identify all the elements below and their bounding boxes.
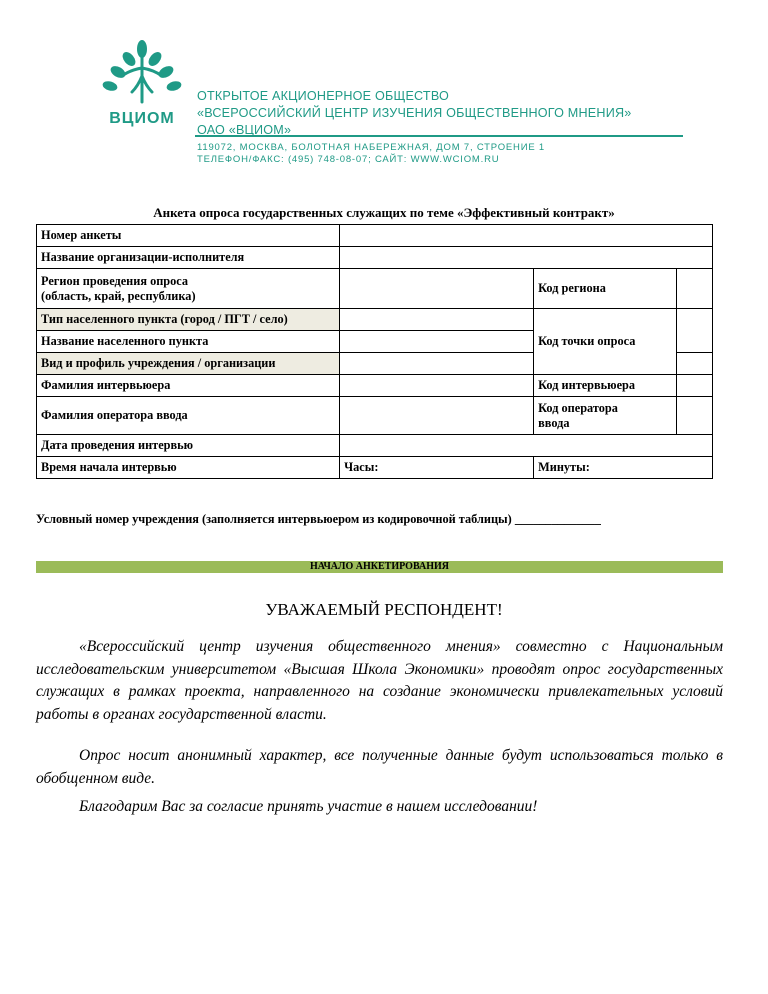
wciom-logo — [96, 40, 188, 132]
org-line: «ВСЕРОССИЙСКИЙ ЦЕНТР ИЗУЧЕНИЯ ОБЩЕСТВЕННОГО МНЕНИЯ» — [197, 106, 632, 120]
field-settlement-name[interactable] — [340, 331, 534, 353]
label-region-line: Регион проведения опроса — [41, 273, 189, 288]
label-org-name: Название организации-исполнителя — [37, 247, 340, 269]
institution-number-instruction: Условный номер учреждения (заполняется интервьюером из кодировочной таблицы) ______________ — [36, 512, 601, 526]
label-operator-code-line: ввода — [538, 415, 570, 430]
field-settlement-type[interactable] — [340, 309, 534, 331]
label-questionnaire-number: Номер анкеты — [37, 225, 340, 247]
label-operator-code — [534, 397, 676, 435]
field-interview-date[interactable] — [340, 435, 713, 457]
field-operator-code[interactable] — [676, 397, 712, 435]
address-line: 119072, МОСКВА, БОЛОТНАЯ НАБЕРЕЖНАЯ, ДОМ 7, СТРОЕНИЕ 1 — [197, 142, 545, 153]
label-interviewer-surname: Фамилия интервьюера — [37, 375, 340, 397]
label-interview-date: Дата проведения интервью — [37, 435, 340, 457]
field-interviewer-surname[interactable] — [340, 375, 534, 397]
tree-logo-icon — [102, 40, 182, 112]
field-org-name[interactable] — [340, 247, 713, 269]
section-start-bar: НАЧАЛО АНКЕТИРОВАНИЯ — [36, 561, 723, 573]
label-institution-type: Вид и профиль учреждения / организации — [37, 353, 340, 375]
label-interview-start: Время начала интервью — [37, 457, 340, 479]
label-settlement-name: Название населенного пункта — [37, 331, 340, 353]
intro-paragraph: «Всероссийский центр изучения общественного мнения» совместно с Национальным исследовательским университетом «Высшая Школа Экономики» проводят опрос государственных служащих в рамках проекта, направленного на создание экономически привлекательных условий работы в органах государственной власти. — [36, 638, 723, 723]
address-line: ТЕЛЕФОН/ФАКС: (495) 748-08-07; САЙТ: WWW.WCIOM.RU — [197, 154, 500, 165]
anonymity-paragraph: Опрос носит анонимный характер, все полученные данные будут использоваться только в обобщенном виде. — [36, 747, 723, 787]
field-operator-surname[interactable] — [340, 397, 534, 435]
field-hours[interactable]: Часы: — [340, 457, 534, 479]
label-operator-code-line: Код оператора — [538, 400, 618, 415]
label-operator-surname: Фамилия оператора ввода — [37, 397, 340, 435]
field-interviewer-code[interactable] — [676, 375, 712, 397]
label-settlement-type: Тип населенного пункта (город / ПГТ / село) — [37, 309, 340, 331]
survey-header-form — [36, 224, 713, 479]
label-interviewer-code: Код интервьюера — [534, 375, 676, 397]
label-point-code: Код точки опроса — [534, 309, 676, 375]
field-point-code[interactable] — [676, 309, 712, 353]
document-title: Анкета опроса государственных служащих по теме «Эффективный контракт» — [153, 205, 615, 220]
field-region-code[interactable] — [676, 269, 712, 309]
greeting-heading: УВАЖАЕМЫЙ РЕСПОНДЕНТ! — [265, 600, 503, 619]
org-line: ОАО «ВЦИОМ» — [197, 123, 292, 137]
organization-name — [197, 88, 631, 139]
field-region[interactable] — [340, 269, 534, 309]
field-point-code-extra[interactable] — [676, 353, 712, 375]
field-institution-type[interactable] — [340, 353, 534, 375]
field-questionnaire-number[interactable] — [340, 225, 713, 247]
label-region — [37, 269, 340, 309]
label-region-code: Код региона — [534, 269, 676, 309]
letterhead-divider — [195, 135, 683, 137]
field-minutes[interactable]: Минуты: — [534, 457, 713, 479]
logo-wordmark: ВЦИОМ — [109, 110, 175, 127]
organization-address — [197, 142, 545, 166]
label-region-hint: (область, край, республика) — [41, 288, 196, 303]
thanks-paragraph: Благодарим Вас за согласие принять участие в нашем исследовании! — [79, 798, 538, 815]
org-line: ОТКРЫТОЕ АКЦИОНЕРНОЕ ОБЩЕСТВО — [197, 89, 449, 103]
